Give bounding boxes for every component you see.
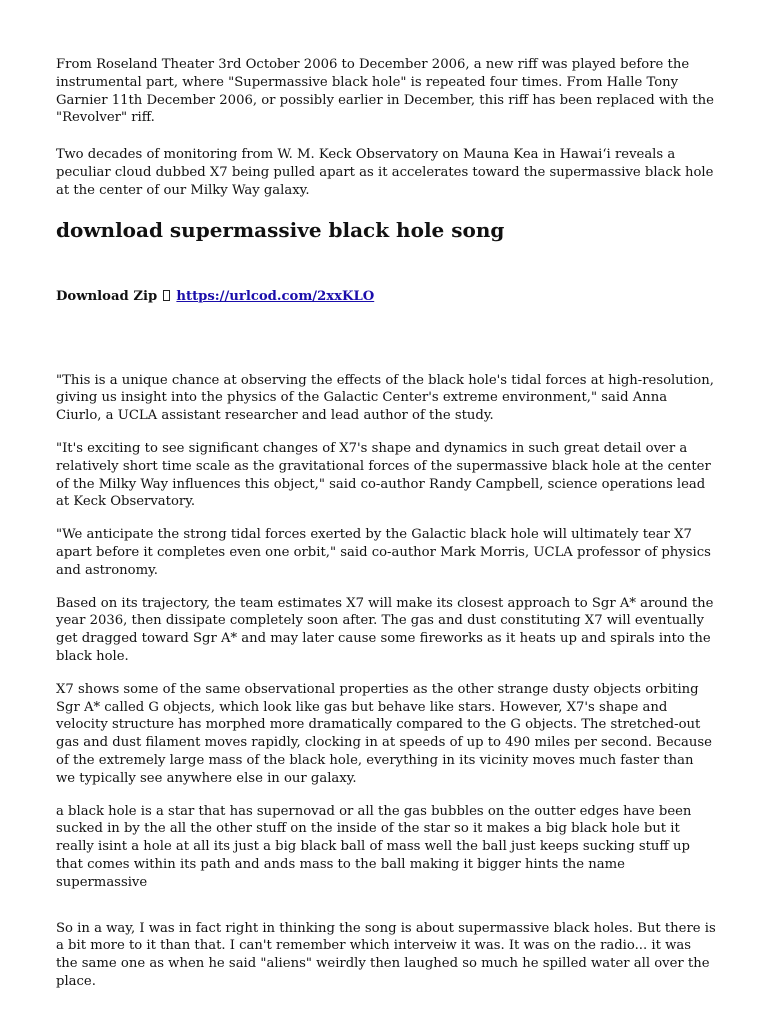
download-label: Download Zip <box>56 288 158 304</box>
document-page <box>56 56 716 991</box>
paragraph-black-hole-comment: a black hole is a star that has supernovad or all the gas bubbles on the outter edges have been sucked in by the all the other stuff on the inside of the star so it makes a big black hole but it really isint a hole at all its just a big black ball of mass well the ball just keeps sucking stuff up that comes within its path and ands mass to the ball making it bigger hints the name supermassive <box>56 803 692 890</box>
page-title: download supermassive black hole song <box>56 217 505 242</box>
paragraph-g-objects: X7 shows some of the same observational properties as the other strange dusty objects orbiting Sgr A* called G objects, which look like gas but behave like stars. However, X7's shape and velocity structure has morphed more dramatically compared to the G objects. The stretched-out gas and dust filament moves rapidly, clocking in at speeds of up to 490 miles per second. Because of the extremely large mass of the black hole, everything in its vicinity moves much faster than we typically see anywhere else in our galaxy. <box>56 681 712 786</box>
download-link[interactable]: https://urlcod.com/2xxKLO <box>176 288 375 304</box>
paragraph-riff: From Roseland Theater 3rd October 2006 to December 2006, a new riff was played before the instrumental part, where "Supermassive black hole" is repeated four times. From Halle Tony Garnier 11th December 2006, or possibly earlier in December, this riff has been replaced with the "Revolver" riff. <box>56 57 714 126</box>
paragraph-trajectory: Based on its trajectory, the team estimates X7 will make its closest approach to Sgr A* around the year 2036, then dissipate completely soon after. The gas and dust constituting X7 will eventually get dragged toward Sgr A* and may later cause some fireworks as it heats up and spirals into the black hole. <box>56 595 714 664</box>
paragraph-ciurlo-quote: "This is a unique chance at observing the effects of the black hole's tidal forces at high-resolution, giving us insight into the physics of the Galactic Center's extreme environment," said Anna Ciurlo, a UCLA assistant researcher and lead author of the study. <box>56 372 714 424</box>
missing-glyph-icon <box>163 290 170 301</box>
download-line <box>56 288 716 306</box>
paragraph-campbell-quote: "It's exciting to see significant changes of X7's shape and dynamics in such great detail over a relatively short time scale as the gravitational forces of the supermassive black hole at the center of the Milky Way influences this object," said co-author Randy Campbell, science operations lead at Keck Observatory. <box>56 440 711 510</box>
paragraph-song-meaning: So in a way, I was in fact right in thinking the song is about supermassive black holes. But there is a bit more to it than that. I can't remember which interveiw it was. It was on the radio... it was the same one as when he said "aliens" weirdly then laughed so much he spilled water all over the place. <box>56 920 716 989</box>
paragraph-morris-quote: "We anticipate the strong tidal forces exerted by the Galactic black hole will ultimately tear X7 apart before it completes even one orbit," said co-author Mark Morris, UCLA professor of physics and astronomy. <box>56 527 711 578</box>
paragraph-x7-intro: Two decades of monitoring from W. M. Keck Observatory on Mauna Kea in Hawaiʻi reveals a peculiar cloud dubbed X7 being pulled apart as it accelerates toward the supermassive black hole at the center of our Milky Way galaxy. <box>56 147 714 198</box>
